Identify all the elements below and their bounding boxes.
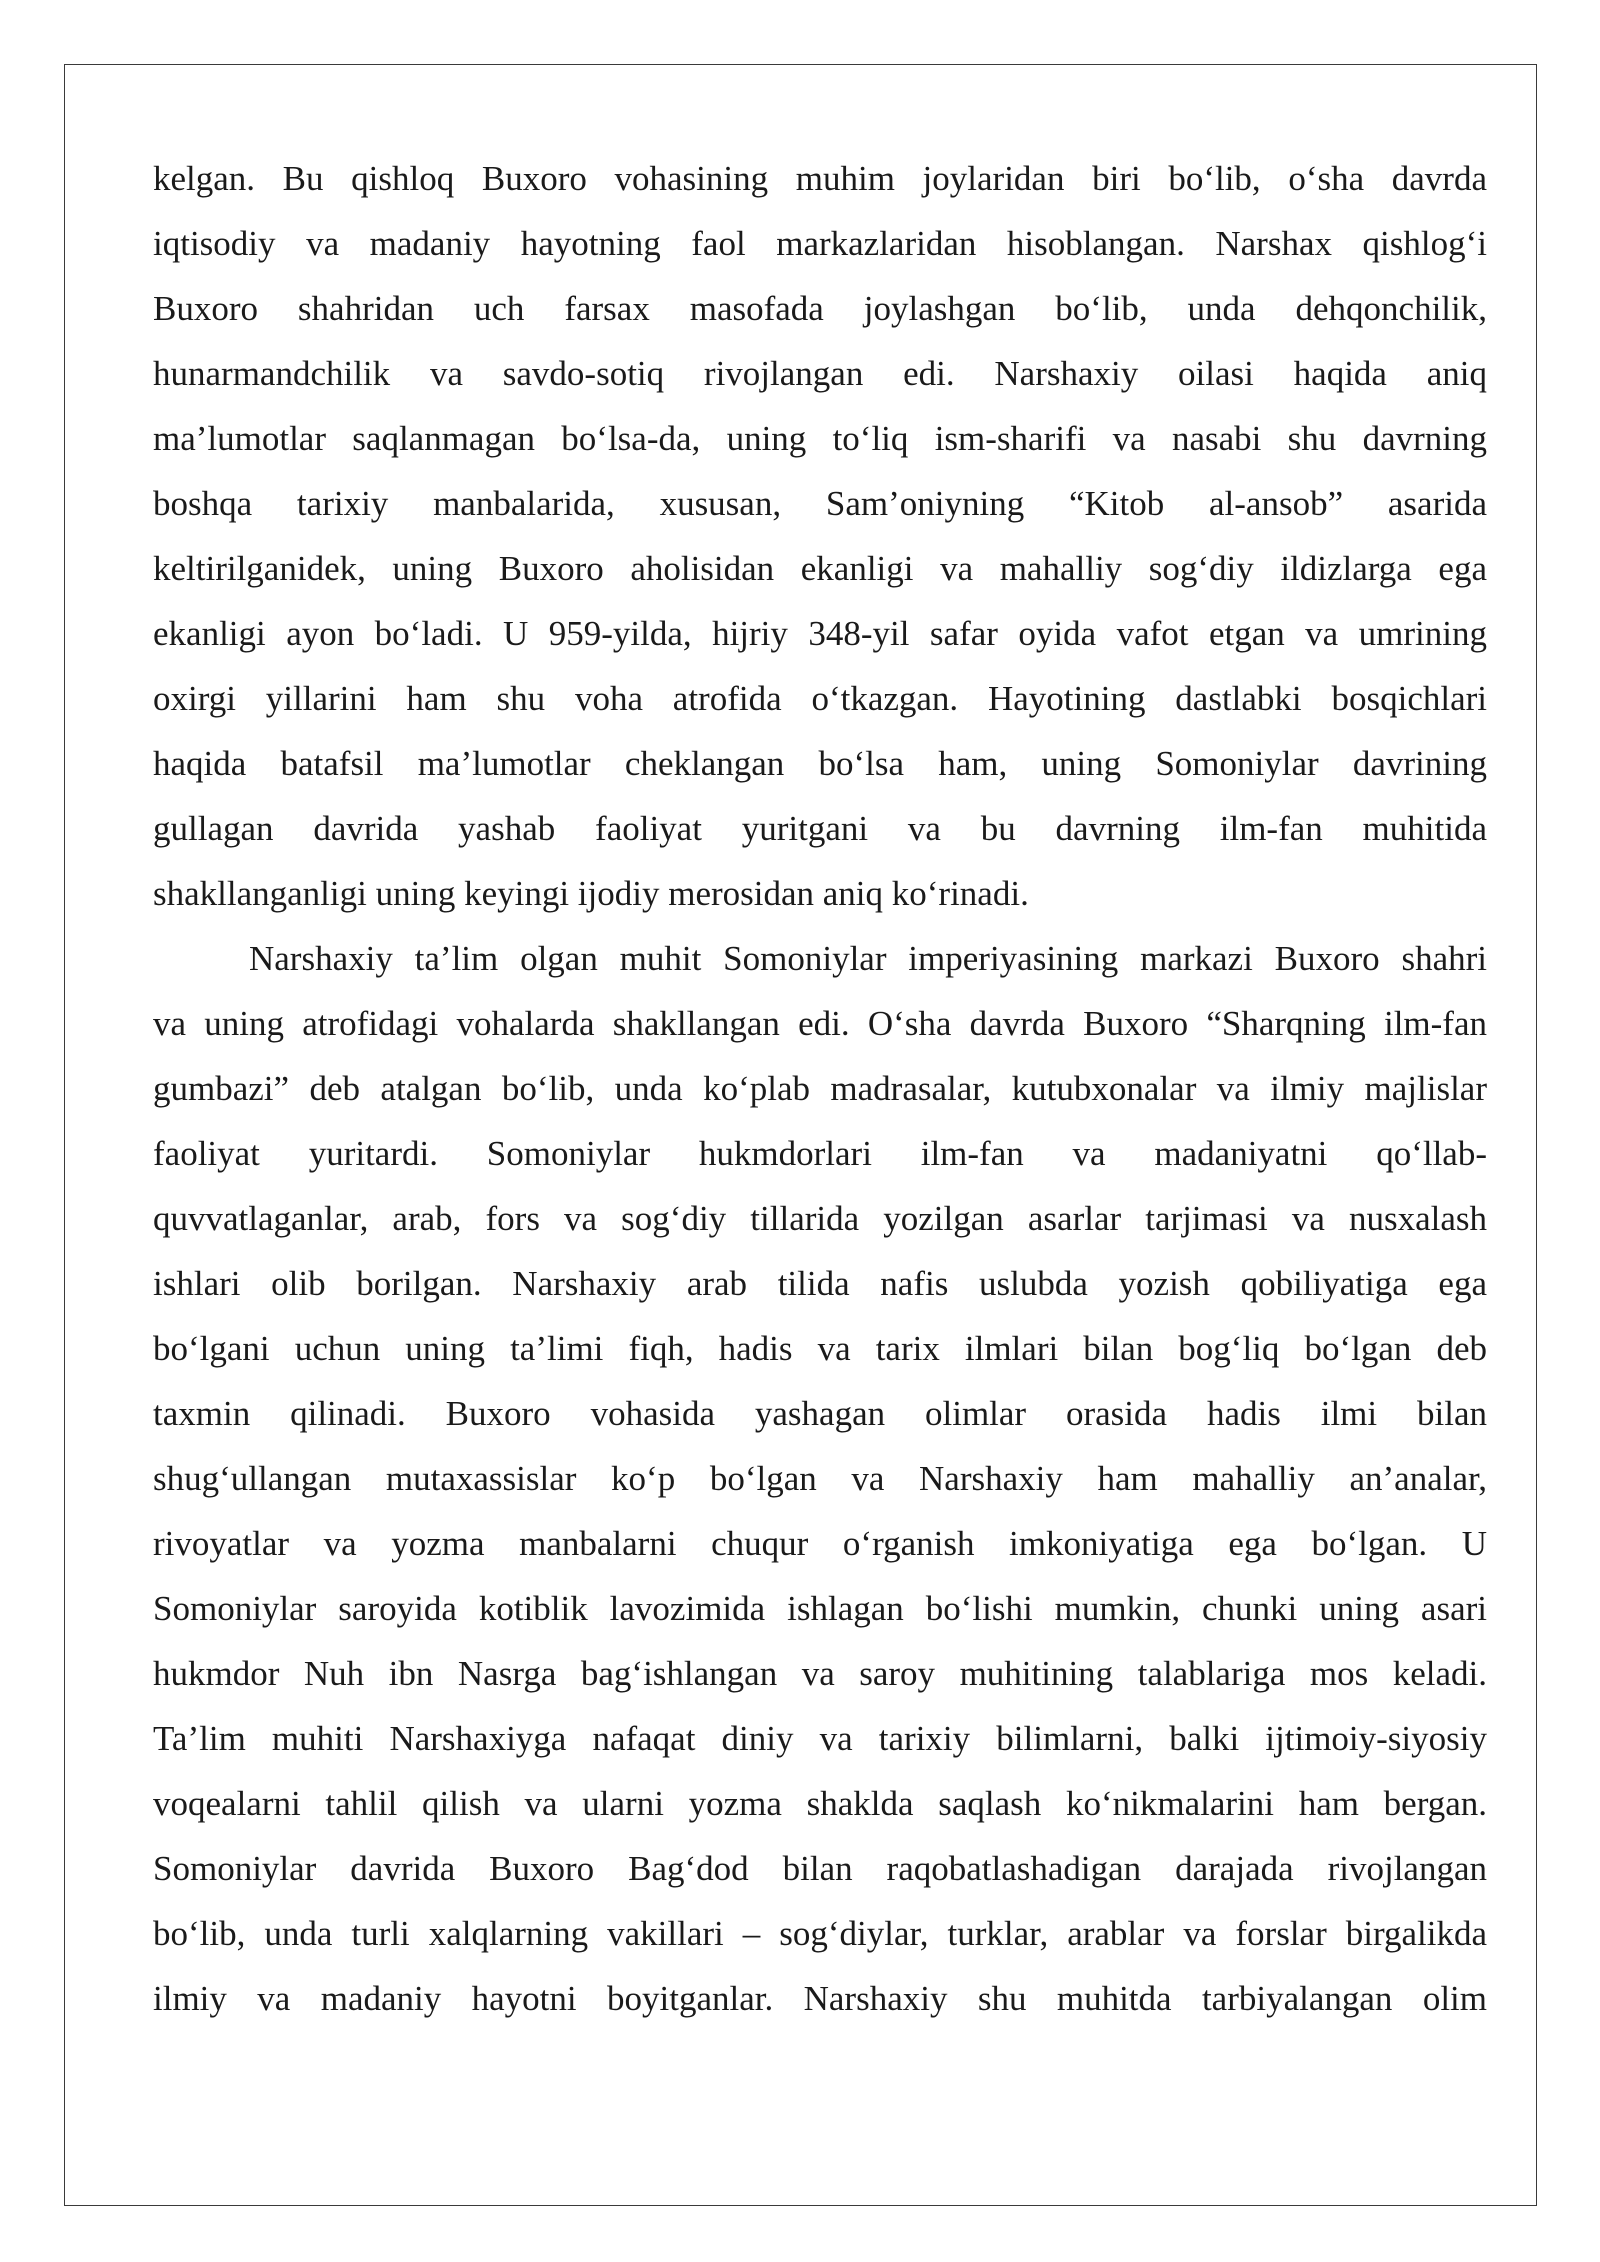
text-line: bo‘lgani uchun uning ta’limi fiqh, hadis va tarix ilmlari bilan bog‘liq bo‘lgan deb: [153, 1329, 1487, 1368]
text-line: rivoyatlar va yozma manbalarni chuqur o‘rganish imkoniyatiga ega bo‘lgan. U: [153, 1524, 1487, 1563]
text-line: haqida batafsil ma’lumotlar cheklangan bo‘lsa ham, uning Somoniylar davrining: [153, 744, 1487, 783]
text-line: ma’lumotlar saqlanmagan bo‘lsa-da, uning to‘liq ism-sharifi va nasabi shu davrning: [153, 419, 1487, 458]
text-line: va uning atrofidagi vohalarda shakllangan edi. O‘sha davrda Buxoro “Sharqning ilm-fan: [153, 1004, 1487, 1043]
text-line: taxmin qilinadi. Buxoro vohasida yashagan olimlar orasida hadis ilmi bilan: [153, 1394, 1487, 1433]
text-line: voqealarni tahlil qilish va ularni yozma shaklda saqlash ko‘nikmalarini ham bergan.: [153, 1784, 1487, 1823]
text-line: hukmdor Nuh ibn Nasrga bag‘ishlangan va saroy muhitining talablariga mos keladi.: [153, 1654, 1487, 1693]
document-body: [153, 146, 1487, 2031]
text-line: boshqa tarixiy manbalarida, xususan, Sam’oniyning “Kitob al-ansob” asarida: [153, 484, 1487, 523]
text-line: Somoniylar davrida Buxoro Bag‘dod bilan raqobatlashadigan darajada rivojlangan: [153, 1849, 1487, 1888]
text-line: ekanligi ayon bo‘ladi. U 959-yilda, hijriy 348-yil safar oyida vafot etgan va umrining: [153, 614, 1487, 653]
text-line: shug‘ullangan mutaxassislar ko‘p bo‘lgan va Narshaxiy ham mahalliy an’analar,: [153, 1459, 1487, 1498]
paragraph-2: [153, 926, 1487, 2031]
text-line: gumbazi” deb atalgan bo‘lib, unda ko‘plab madrasalar, kutubxonalar va ilmiy majlislar: [153, 1069, 1487, 1108]
text-line: gullagan davrida yashab faoliyat yuritgani va bu davrning ilm-fan muhitida: [153, 809, 1487, 848]
text-line: shakllanganligi uning keyingi ijodiy merosidan aniq ko‘rinadi.: [153, 874, 1029, 913]
text-line: ilmiy va madaniy hayotni boyitganlar. Narshaxiy shu muhitda tarbiyalangan olim: [153, 1979, 1487, 2018]
text-line: Buxoro shahridan uch farsax masofada joylashgan bo‘lib, unda dehqonchilik,: [153, 289, 1487, 328]
paragraph-1: [153, 146, 1487, 926]
text-line: bo‘lib, unda turli xalqlarning vakillari – sog‘diylar, turklar, arablar va forslar birgalikda: [153, 1914, 1487, 1953]
text-line: iqtisodiy va madaniy hayotning faol markazlaridan hisoblangan. Narshax qishlog‘i: [153, 224, 1487, 263]
text-line: ishlari olib borilgan. Narshaxiy arab tilida nafis uslubda yozish qobiliyatiga ega: [153, 1264, 1487, 1303]
text-line: faoliyat yuritardi. Somoniylar hukmdorlari ilm-fan va madaniyatni qo‘llab-: [153, 1134, 1487, 1173]
text-line: Narshaxiy ta’lim olgan muhit Somoniylar imperiyasining markazi Buxoro shahri: [249, 939, 1487, 978]
text-line: quvvatlaganlar, arab, fors va sog‘diy tillarida yozilgan asarlar tarjimasi va nusxalash: [153, 1199, 1487, 1238]
text-line: kelgan. Bu qishloq Buxoro vohasining muhim joylaridan biri bo‘lib, o‘sha davrda: [153, 159, 1487, 198]
text-line: oxirgi yillarini ham shu voha atrofida o‘tkazgan. Hayotining dastlabki bosqichlari: [153, 679, 1487, 718]
text-line: keltirilganidek, uning Buxoro aholisidan ekanligi va mahalliy sog‘diy ildizlarga ega: [153, 549, 1487, 588]
text-line: Ta’lim muhiti Narshaxiyga nafaqat diniy va tarixiy bilimlarni, balki ijtimoiy-siyosiy: [153, 1719, 1487, 1758]
text-line: Somoniylar saroyida kotiblik lavozimida ishlagan bo‘lishi mumkin, chunki uning asari: [153, 1589, 1487, 1628]
text-line: hunarmandchilik va savdo-sotiq rivojlangan edi. Narshaxiy oilasi haqida aniq: [153, 354, 1487, 393]
